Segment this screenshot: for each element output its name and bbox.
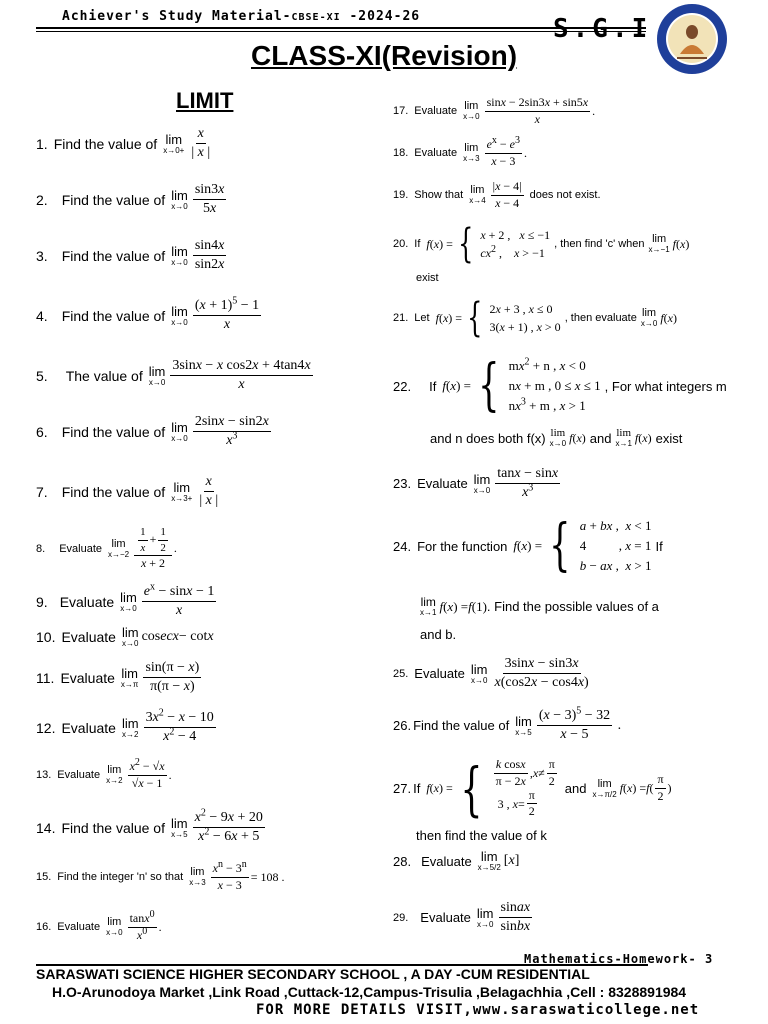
math-expression: f ( x ) = { 2x + 3 , x ≤ 0 3(x + 1) , x > 0 bbox=[435, 295, 561, 341]
math-expression: lim x→4 $\frac{|x - 4|}{x - 4}$ bbox=[469, 179, 522, 210]
math-expression: f ( x ) = { $mx^2 + n$ , x < 0 nx + m , 0 ≤ x ≤ 1 $nx^3 + m$ , x > 1 bbox=[442, 353, 601, 419]
question-29: 29. Evaluate lim x→0 $\frac{\text{sinax}}{\text{sinbx}}$ bbox=[393, 900, 534, 935]
question-5: 5. The value of lim x→0 $\frac{\text{3sinx − x cos2x + 4tan4x}}{x}$ bbox=[36, 358, 315, 393]
question-18: 18. Evaluate lim x→3 $\frac{e^x - e^3}{x - 3}$ . bbox=[393, 135, 527, 168]
question-23: 23. Evaluate lim x→0 $\frac{\tan x - \sin x}{x^3}$ bbox=[393, 466, 562, 501]
question-1: 1. Find the value of lim x→0+ $\frac{x}{| x |}$ bbox=[36, 126, 214, 161]
question-16: 16. Evaluate lim x→0 $\frac{\tan x^0}{x^0}$ . bbox=[36, 909, 162, 942]
page-label: Mathematics-Homework- 3 bbox=[524, 952, 714, 966]
math-expression: lim x→3 $\frac{e^x - e^3}{x - 3}$ . bbox=[463, 135, 527, 168]
question-2: 2. Find the value of lim x→0 $\frac{\sin 3x}{5x}$ bbox=[36, 182, 228, 217]
study-material-header: Achiever's Study Material-CBSE-XI -2024-26 bbox=[62, 9, 421, 24]
math-expression: lim x→0+ $\frac{x}{| x |}$ bbox=[163, 126, 211, 161]
question-27-continuation: then find the value of k bbox=[416, 828, 547, 843]
math-expression: lim x→0 $\frac{\sin 4x}{\sin 2x}$ bbox=[171, 238, 225, 273]
question-24-continuation: lim x→1 f ( x ) = f (1) . Find the possible values of a bbox=[420, 595, 659, 617]
math-expression: lim x→0 $\frac{(x + 1)^5 - 1}{x}$ bbox=[171, 295, 260, 333]
math-expression: lim x→5 $\frac{x^2 - 9x + 20}{x^2 - 6x + 5}$ bbox=[170, 807, 263, 845]
question-14: 14. Find the value of lim x→5 $\frac{x^2 - 9x + 20}{x^2 - 6x + 5}$ bbox=[36, 810, 267, 845]
question-7: 7. Find the value of lim x→3+ $\frac{x}{| x |}$ bbox=[36, 474, 222, 509]
question-27: 27. If f ( x ) = { $\frac{\text{k cosx}}{\pi - 2x}$ , x ≠ $\frac{\pi}{2}$ 3 , x = $\frac{\pi}{2}$ and lim x→π/2 f ( x ) = f ( $\frac{\pi}{2}$ ) bbox=[393, 754, 672, 823]
math-expression: lim x→π/2 f ( x ) = f ( $\frac{\pi}{2}$ ) bbox=[592, 772, 672, 804]
math-expression: lim x→0 $\frac{e^x - \sin x - 1}{x}$ bbox=[120, 581, 215, 619]
question-22: 22. If f ( x ) = { $mx^2 + n$ , x < 0 nx + m , 0 ≤ x ≤ 1 $nx^3 + m$ , x > 1 , For what integers m bbox=[393, 353, 727, 419]
math-expression: lim x→0 cos ecx − cot x bbox=[121, 625, 214, 648]
question-26: 26. Find the value of lim x→5 $\frac{(x - 3)^5 - 32}{x - 5}$ . bbox=[393, 705, 622, 743]
question-22-continuation: and n does both f(x) lim x→0 f ( x ) and lim x→1 f ( x ) exist bbox=[430, 427, 683, 448]
question-6: 6. Find the value of lim x→0 $\frac{2\sin x - \sin 2x}{x^3}$ bbox=[36, 414, 273, 449]
question-12: 12. Evaluate lim x→2 $\frac{3x^2 - x - 10}{x^2 - 4}$ bbox=[36, 710, 218, 745]
question-17: 17. Evaluate lim x→0 $\frac{\sin x - 2\sin 3x + \sin 5x}{x}$ . bbox=[393, 95, 596, 126]
math-expression: lim x→3 $\frac{x^n - 3^n}{x - 3}$ = 108 . bbox=[189, 859, 285, 892]
math-expression: lim x→0 $\frac{\tan x - \sin x}{x^3}$ bbox=[473, 466, 559, 501]
question-24-continuation-2: and b. bbox=[420, 627, 457, 642]
math-expression: lim x→2 $\frac{3x^2 - x - 10}{x^2 - 4}$ bbox=[121, 707, 214, 745]
question-19: 19. Show that lim x→4 $\frac{|x - 4|}{x - 4}$ does not exist. bbox=[393, 179, 601, 210]
question-28: 28. Evaluate lim x→5/2 [ x ] bbox=[393, 849, 520, 872]
math-expression: lim x→5 $\frac{(x - 3)^5 - 32}{x - 5}$ . bbox=[515, 705, 622, 743]
question-11: 11. Evaluate lim x→π $\frac{\sin(\pi - x)}{\pi(\pi - x)}$ bbox=[36, 660, 203, 695]
math-expression: lim x→1 f ( x ) = f (1) bbox=[420, 595, 487, 617]
school-name: SARASWATI SCIENCE HIGHER SECONDARY SCHOOL , A DAY -CUM RESIDENTIAL bbox=[36, 966, 590, 982]
math-expression: lim x→5/2 [ x ] bbox=[477, 849, 520, 872]
math-expression: lim x→0 $\frac{\text{3sinx − x cos2x + 4tan4x}}{x}$ bbox=[148, 358, 311, 393]
school-address: H.O-Arunodoya Market ,Link Road ,Cuttack-12,Campus-Trisulia ,Belagachhia ,Cell : 8328891984 bbox=[52, 984, 687, 1000]
math-expression: lim x→0 $\frac{\text{sinax}}{\text{sinbx}}$ bbox=[476, 900, 531, 935]
document-title: CLASS-XI(Revision) bbox=[250, 40, 518, 71]
question-3: 3. Find the value of lim x→0 $\frac{\sin 4x}{\sin 2x}$ bbox=[36, 238, 228, 273]
math-expression: lim x→1 f ( x ) bbox=[615, 427, 652, 448]
math-expression: lim x→0 $\frac{3\sin x - \sin 3x}{x(\cos 2x - \cos 4x)}$ bbox=[470, 656, 589, 691]
question-24: 24. For the function f ( x ) = { a + bx , x < 1 4 , x = 1 b − ax , x > 1 If bbox=[393, 513, 663, 579]
question-15: 15. Find the integer 'n' so that lim x→3 $\frac{x^n - 3^n}{x - 3}$ = 108 . bbox=[36, 859, 285, 892]
math-expression: lim x→−1 f ( x ) bbox=[648, 233, 690, 254]
question-20: 20. If f ( x ) = { x + 2 , x ≤ −1 $cx^2$ , x > −1 , then find 'c' when lim x→−1 f ( x ) bbox=[393, 221, 690, 267]
math-expression: f ( x ) = { $\frac{\text{k cosx}}{\pi - 2x}$ , x ≠ $\frac{\pi}{2}$ 3 , x = $\frac{\pi}{2}$ bbox=[426, 754, 555, 823]
math-expression: lim x→0 f ( x ) bbox=[640, 307, 677, 328]
question-20-continuation: exist bbox=[416, 272, 439, 284]
math-expression: lim x→0 f ( x ) bbox=[549, 427, 586, 448]
math-expression: lim x→2 $\frac{x^2 - √x}{√x - 1}$ . bbox=[106, 757, 172, 790]
math-expression: lim x→−2 $\frac{1}{x}$ + $\frac{1}{2}$ x + 2 . bbox=[108, 526, 177, 571]
math-expression: lim x→0 $\frac{2\sin x - \sin 2x}{x^3}$ bbox=[171, 414, 269, 449]
math-expression: lim x→3+ $\frac{x}{| x |}$ bbox=[171, 474, 219, 509]
question-9: 9. Evaluate lim x→0 $\frac{e^x - \sin x - 1}{x}$ bbox=[36, 584, 218, 619]
math-expression: f ( x ) = { x + 2 , x ≤ −1 $cx^2$ , x > −1 bbox=[426, 221, 551, 267]
question-25: 25. Evaluate lim x→0 $\frac{3\sin x - \sin 3x}{x(\cos 2x - \cos 4x)}$ bbox=[393, 656, 593, 691]
section-title: LIMIT bbox=[176, 88, 234, 113]
question-21: 21. Let f ( x ) = { 2x + 3 , x ≤ 0 3(x + 1) , x > 0 , then evaluate lim x→0 f ( x ) bbox=[393, 295, 677, 341]
question-4: 4. Find the value of lim x→0 $\frac{(x + 1)^5 - 1}{x}$ bbox=[36, 298, 263, 333]
math-expression: lim x→0 $\frac{\sin 3x}{5x}$ bbox=[171, 182, 225, 217]
website-line: FOR MORE DETAILS VISIT,www.saraswaticollege.net bbox=[256, 1002, 700, 1018]
question-8: 8. Evaluate lim x→−2 $\frac{1}{x}$ + $\frac{1}{2}$ x + 2 . bbox=[36, 526, 177, 571]
question-13: 13. Evaluate lim x→2 $\frac{x^2 - √x}{√x - 1}$ . bbox=[36, 757, 172, 790]
brand-name: S.G.I bbox=[553, 14, 652, 44]
math-expression: lim x→π $\frac{\sin(\pi - x)}{\pi(\pi - x)}$ bbox=[120, 660, 200, 695]
math-expression: lim x→0 $\frac{\tan x^0}{x^0}$ . bbox=[106, 909, 162, 942]
question-10: 10. Evaluate lim x→0 cos ecx − cot x bbox=[36, 625, 214, 648]
math-expression: f ( x ) = { a + bx , x < 1 4 , x = 1 b − ax , x > 1 bbox=[513, 513, 652, 579]
math-expression: lim x→0 $\frac{\sin x - 2\sin 3x + \sin 5x}{x}$ . bbox=[463, 95, 596, 126]
